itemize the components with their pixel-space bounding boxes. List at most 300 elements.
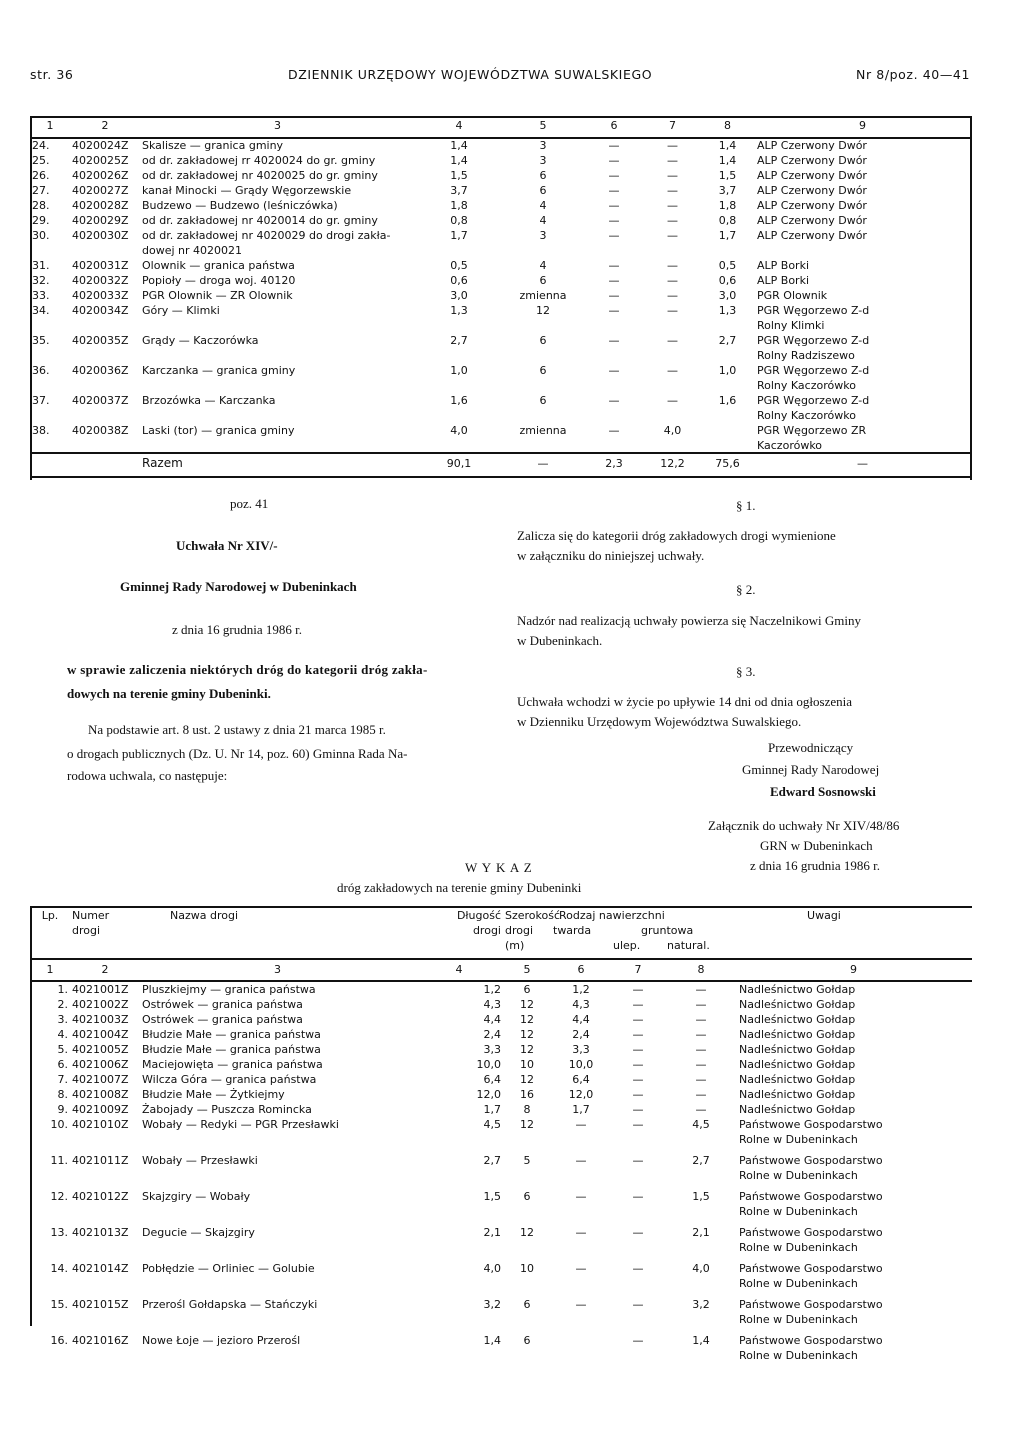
road-name-continuation <box>140 348 415 363</box>
surface-twarda: 3,3 <box>572 1043 590 1056</box>
column-number: 2 <box>101 119 109 132</box>
table1-total-row <box>30 456 970 471</box>
road-number: 4021010Z <box>72 1118 129 1131</box>
table-row <box>30 423 970 438</box>
table-row <box>30 228 970 243</box>
road-width: 6 <box>539 364 547 377</box>
table-row <box>30 138 970 153</box>
surface-natural: 4,0 <box>692 1262 710 1275</box>
column-number: 8 <box>697 963 705 976</box>
road-number: 4020027Z <box>72 184 129 197</box>
surface-twarda: — <box>608 394 620 407</box>
table-row <box>30 1102 970 1117</box>
row-lp: 31. <box>32 259 50 272</box>
road-number: 4020038Z <box>72 424 129 437</box>
road-remarks-continuation: Rolny Kaczorówko <box>757 409 856 422</box>
table-row <box>30 1072 970 1087</box>
table1 <box>30 138 970 453</box>
surface-natural: — <box>695 1058 707 1071</box>
surface-twarda: 1,7 <box>572 1103 590 1116</box>
basis-line-2: o drogach publicznych (Dz. U. Nr 14, poz. 60) Gminna Rada Na- <box>67 746 408 761</box>
surface-twarda: — <box>608 214 620 227</box>
table-row-continuation <box>30 348 970 363</box>
road-length: 2,7 <box>450 334 468 347</box>
row-lp: 13. <box>50 1226 68 1239</box>
road-name: Skalisze — granica gminy <box>142 139 284 152</box>
head-nazwa: Nazwa drogi <box>170 909 239 922</box>
surface-twarda: — <box>608 139 620 152</box>
table-row <box>30 213 970 228</box>
column-number: 4 <box>455 119 463 132</box>
total-natural: 75,6 <box>715 457 740 470</box>
annex-line-3: z dnia 16 grudnia 1986 r. <box>750 858 880 873</box>
surface-natural: 1,0 <box>718 364 737 377</box>
surface-natural: 1,7 <box>718 229 737 242</box>
road-width: 12 <box>520 1073 534 1086</box>
total-twarda: 2,3 <box>605 457 623 470</box>
road-name: Degucie — Skajzgiry <box>142 1226 255 1239</box>
road-width: 6 <box>523 1298 531 1311</box>
head-szerokosc: Szerokość <box>505 909 561 922</box>
road-remarks-continuation <box>755 243 970 258</box>
table-row-continuation <box>30 1132 970 1153</box>
road-remarks-continuation: Rolne w Dubeninkach <box>739 1133 858 1146</box>
table1-bottom-rule <box>30 476 972 478</box>
surface-ulep: — <box>632 1043 644 1056</box>
road-remarks: PGR Olownik <box>757 289 828 302</box>
page-number: str. 36 <box>30 67 74 82</box>
road-remarks: Państwowe Gospodarstwo <box>739 1334 883 1347</box>
road-width: 12 <box>520 1013 534 1026</box>
road-name: Skajzgiry — Wobały <box>142 1190 251 1203</box>
road-number: 4020033Z <box>72 289 129 302</box>
head-dlugosc: Długość <box>456 909 501 922</box>
signature-body: Gminnej Rady Narodowej <box>742 762 880 777</box>
table-row <box>30 393 970 408</box>
road-width: 6 <box>539 334 547 347</box>
road-remarks-continuation: Rolny Kaczorówko <box>757 379 856 392</box>
head-numer: Numer <box>72 909 110 922</box>
head-drogi: drogi <box>72 924 101 937</box>
table-row <box>30 303 970 318</box>
head-natural: natural. <box>667 939 710 952</box>
road-length: 6,4 <box>483 1073 501 1086</box>
head-rodzaj: Rodzaj nawierzchni <box>559 909 665 922</box>
surface-ulep: — <box>667 274 678 287</box>
road-remarks: ALP Czerwony Dwór <box>757 169 867 182</box>
head-dlugosc-2: drogi <box>472 924 501 937</box>
surface-ulep: — <box>667 199 678 212</box>
road-remarks: ALP Czerwony Dwór <box>757 229 867 242</box>
surface-twarda: 2,4 <box>572 1028 590 1041</box>
table-row <box>30 1012 970 1027</box>
column-number: 3 <box>274 119 281 132</box>
surface-natural: 3,2 <box>692 1298 710 1311</box>
road-name: Błudzie Małe — granica państwa <box>142 1043 321 1056</box>
resolution-date: z dnia 16 grudnia 1986 r. <box>172 622 302 637</box>
road-name: Wilcza Góra — granica państwa <box>142 1073 317 1086</box>
wykaz-subtitle: dróg zakładowych na terenie gminy Dubeninki <box>337 880 582 895</box>
head-twarda: twarda <box>553 924 592 937</box>
surface-natural: 2,7 <box>692 1154 710 1167</box>
paragraph-2-heading: § 2. <box>736 582 756 597</box>
road-name: kanał Minocki — Grądy Węgorzewskie <box>142 184 352 197</box>
table2 <box>30 982 970 1369</box>
surface-ulep: — <box>632 1013 644 1026</box>
road-length: 1,4 <box>450 154 468 167</box>
road-remarks: PGR Węgorzewo Z-d <box>757 304 870 317</box>
road-name: od dr. zakładowej nr 4020025 do gr. gminy <box>142 169 378 182</box>
road-name: Żabojady — Puszcza Romincka <box>142 1103 312 1116</box>
table-row <box>30 273 970 288</box>
surface-ulep: — <box>667 169 678 182</box>
road-name: Pluszkiejmy — granica państwa <box>142 983 316 996</box>
road-number: 4020024Z <box>72 139 129 152</box>
road-name: Budzewo — Budzewo (leśniczówka) <box>142 199 338 212</box>
table-row <box>30 1042 970 1057</box>
surface-twarda: — <box>608 274 620 287</box>
column-number: 7 <box>634 963 642 976</box>
road-width: 8 <box>523 1103 531 1116</box>
road-number: 4021013Z <box>72 1226 129 1239</box>
table1-right-border <box>970 116 972 480</box>
road-number: 4021012Z <box>72 1190 129 1203</box>
road-number: 4020034Z <box>72 304 129 317</box>
surface-ulep: — <box>632 1298 644 1311</box>
road-remarks: PGR Węgorzewo Z-d <box>757 394 870 407</box>
wykaz-title: W Y K A Z <box>465 860 533 875</box>
road-length: 2,1 <box>483 1226 501 1239</box>
table-row-continuation <box>30 1204 970 1225</box>
road-number: 4021015Z <box>72 1298 129 1311</box>
road-remarks: ALP Czerwony Dwór <box>757 154 867 167</box>
road-width: 3 <box>539 229 547 242</box>
road-number: 4021002Z <box>72 998 129 1011</box>
road-length: 4,4 <box>483 1013 501 1026</box>
surface-twarda: — <box>608 229 620 242</box>
road-width: 6 <box>539 394 547 407</box>
total-uwagi: — <box>857 457 868 470</box>
column-number: 5 <box>539 119 547 132</box>
road-number: 4021001Z <box>72 983 129 996</box>
surface-twarda: — <box>608 334 620 347</box>
road-name: Góry — Klimki <box>142 304 220 317</box>
surface-natural: 4,5 <box>692 1118 710 1131</box>
road-number: 4021011Z <box>72 1154 129 1167</box>
road-name: od dr. zakładowej rr 4020024 do gr. gminy <box>142 154 376 167</box>
road-remarks: Państwowe Gospodarstwo <box>739 1118 883 1131</box>
row-lp: 24. <box>32 139 50 152</box>
road-width: 4 <box>539 214 547 227</box>
table-row <box>30 1057 970 1072</box>
road-number: 4020037Z <box>72 394 129 407</box>
column-number: 8 <box>724 119 731 132</box>
table2-column-numbers <box>30 962 970 977</box>
table-row-continuation <box>30 378 970 393</box>
resolution-title: Uchwała Nr XIV/- <box>176 538 278 553</box>
road-number: 4021014Z <box>72 1262 129 1275</box>
table-row <box>30 1225 970 1240</box>
road-remarks: Nadleśnictwo Gołdap <box>739 1013 856 1026</box>
surface-natural: — <box>695 1103 707 1116</box>
surface-natural: — <box>695 1013 707 1026</box>
surface-twarda: — <box>608 184 620 197</box>
road-number: 4021008Z <box>72 1088 129 1101</box>
surface-natural: 2,7 <box>718 334 737 347</box>
signature-name: Edward Sosnowski <box>770 784 876 799</box>
row-lp: 26. <box>32 169 50 182</box>
surface-ulep: — <box>632 1103 644 1116</box>
row-lp: 35. <box>32 334 50 347</box>
council-name: Gminnej Rady Narodowej w Dubeninkach <box>120 579 357 594</box>
road-remarks-continuation: Rolny Klimki <box>757 319 825 332</box>
surface-natural: — <box>695 1073 707 1086</box>
column-number: 1 <box>46 963 54 976</box>
row-lp: 28. <box>32 199 50 212</box>
road-name: Błudzie Małe — granica państwa <box>142 1028 321 1041</box>
road-number: 4021016Z <box>72 1334 129 1347</box>
road-number: 4020030Z <box>72 229 129 242</box>
surface-ulep: — <box>667 394 678 407</box>
road-name: Grądy — Kaczorówka <box>142 334 259 347</box>
road-remarks-continuation: Rolne w Dubeninkach <box>739 1169 858 1182</box>
surface-twarda: 10,0 <box>568 1058 594 1071</box>
road-number: 4020028Z <box>72 199 129 212</box>
row-lp: 25. <box>32 154 50 167</box>
column-number: 9 <box>859 119 866 132</box>
road-width: 16 <box>520 1088 534 1101</box>
column-number: 9 <box>850 963 857 976</box>
road-remarks: Państwowe Gospodarstwo <box>739 1262 883 1275</box>
road-width: 12 <box>520 1226 534 1239</box>
surface-natural <box>700 423 755 438</box>
road-name: Olownik — granica państwa <box>142 259 295 272</box>
row-lp: 3. <box>57 1013 68 1026</box>
row-lp: 4. <box>57 1028 68 1041</box>
paragraph-1-heading: § 1. <box>736 498 756 513</box>
table-row-continuation <box>30 318 970 333</box>
paragraph-1-line-2: w załączniku do niniejszej uchwały. <box>517 548 705 563</box>
road-width: 6 <box>523 1334 531 1347</box>
road-remarks: Nadleśnictwo Gołdap <box>739 1058 856 1071</box>
column-number: 4 <box>455 963 463 976</box>
table-row <box>30 363 970 378</box>
surface-twarda: — <box>608 289 620 302</box>
annex-line-2: GRN w Dubeninkach <box>760 838 873 853</box>
surface-natural: — <box>695 1088 707 1101</box>
head-lp: Lp. <box>41 909 59 922</box>
surface-ulep: — <box>632 1088 644 1101</box>
surface-ulep: — <box>667 229 678 242</box>
road-remarks: ALP Czerwony Dwór <box>757 139 867 152</box>
surface-ulep: 4,0 <box>663 424 682 437</box>
surface-ulep: — <box>667 184 678 197</box>
road-width: 12 <box>520 1118 534 1131</box>
table-row <box>30 183 970 198</box>
road-remarks: PGR Węgorzewo Z-d <box>757 364 870 377</box>
road-length: 1,3 <box>450 304 468 317</box>
road-length: 3,7 <box>450 184 468 197</box>
road-width: 6 <box>539 274 547 287</box>
road-width: 3 <box>539 154 547 167</box>
road-length: 12,0 <box>476 1088 501 1101</box>
surface-twarda: — <box>575 1118 587 1131</box>
road-length: 1,6 <box>450 394 468 407</box>
table-row-continuation <box>30 1276 970 1297</box>
road-length: 1,8 <box>450 199 468 212</box>
basis-line-1: Na podstawie art. 8 ust. 2 ustawy z dnia 21 marca 1985 r. <box>88 722 386 737</box>
road-length: 1,2 <box>483 983 501 996</box>
table-row <box>30 1333 970 1348</box>
road-name-continuation <box>140 378 415 393</box>
road-number: 4021007Z <box>72 1073 129 1086</box>
road-name: Karczanka — granica gminy <box>142 364 296 377</box>
surface-twarda: — <box>575 1154 587 1167</box>
surface-twarda: — <box>608 169 620 182</box>
table-row <box>30 333 970 348</box>
surface-natural: 1,3 <box>718 304 737 317</box>
road-name: od dr. zakładowej nr 4020014 do gr. gminy <box>142 214 378 227</box>
road-width: 10 <box>520 1262 534 1275</box>
total-label: Razem <box>142 456 183 470</box>
surface-twarda: — <box>608 259 620 272</box>
road-number: 4021005Z <box>72 1043 129 1056</box>
surface-twarda: 4,3 <box>572 998 590 1011</box>
table-row-continuation <box>30 1240 970 1261</box>
row-lp: 30. <box>32 229 50 242</box>
surface-natural: 1,6 <box>718 394 737 407</box>
poz-label: poz. 41 <box>230 496 269 511</box>
road-remarks: ALP Borki <box>757 274 810 287</box>
road-remarks: Nadleśnictwo Gołdap <box>739 1088 856 1101</box>
head-ulep: ulep. <box>613 939 641 952</box>
road-number: 4021006Z <box>72 1058 129 1071</box>
surface-ulep: — <box>667 154 678 167</box>
subject-line-2: dowych na terenie gminy Dubeninki. <box>67 686 271 701</box>
road-length: 1,7 <box>450 229 468 242</box>
table-row-continuation <box>30 438 970 453</box>
table-row <box>30 1189 970 1204</box>
road-width: 12 <box>520 998 534 1011</box>
table-row-continuation <box>30 1348 970 1369</box>
row-lp: 15. <box>50 1298 68 1311</box>
road-number: 4021003Z <box>72 1013 129 1026</box>
row-lp: 1. <box>57 983 68 996</box>
surface-ulep: — <box>667 364 678 377</box>
surface-twarda: — <box>608 304 620 317</box>
road-width: 4 <box>539 199 547 212</box>
road-name: Popioły — droga woj. 40120 <box>142 274 296 287</box>
surface-natural: 1,4 <box>718 139 737 152</box>
table-row-continuation <box>30 243 970 258</box>
row-lp: 10. <box>50 1118 68 1131</box>
surface-natural: 0,6 <box>718 274 737 287</box>
road-length: 3,3 <box>483 1043 501 1056</box>
surface-twarda: — <box>575 1190 587 1203</box>
surface-natural: 1,8 <box>718 199 737 212</box>
surface-natural: 2,1 <box>692 1226 710 1239</box>
surface-ulep: — <box>667 259 678 272</box>
road-length: 0,6 <box>450 274 468 287</box>
surface-ulep: — <box>632 998 644 1011</box>
surface-twarda: — <box>575 1226 587 1239</box>
surface-twarda: — <box>608 154 620 167</box>
road-number: 4021009Z <box>72 1103 129 1116</box>
surface-natural: — <box>695 998 707 1011</box>
column-number: 7 <box>669 119 676 132</box>
column-number: 6 <box>577 963 585 976</box>
road-length: 2,4 <box>483 1028 501 1041</box>
table-row <box>30 1087 970 1102</box>
road-remarks: Nadleśnictwo Gołdap <box>739 1073 856 1086</box>
table-row <box>30 168 970 183</box>
column-number: 1 <box>46 119 54 132</box>
surface-ulep: — <box>632 1334 644 1347</box>
surface-natural: — <box>695 983 707 996</box>
subject-line-1: w sprawie zaliczenia niektórych dróg do kategorii dróg zakła- <box>67 662 428 677</box>
issue-number: Nr 8/poz. 40—41 <box>856 67 971 82</box>
surface-ulep: — <box>632 1226 644 1239</box>
surface-twarda: — <box>608 199 620 212</box>
surface-ulep: — <box>667 304 678 317</box>
table-row-continuation <box>30 408 970 423</box>
road-name: Nowe Łoje — jezioro Przerośl <box>142 1334 301 1347</box>
surface-ulep: — <box>667 334 678 347</box>
surface-natural: 0,5 <box>718 259 737 272</box>
column-number: 6 <box>610 119 618 132</box>
road-length: 4,3 <box>483 998 501 1011</box>
journal-title: DZIENNIK URZĘDOWY WOJEWÓDZTWA SUWALSKIEGO <box>288 67 653 82</box>
road-remarks: Nadleśnictwo Gołdap <box>739 983 856 996</box>
road-name: od dr. zakładowej nr 4020029 do drogi zakła- <box>142 229 391 242</box>
road-length: 1,5 <box>450 169 468 182</box>
head-gruntowa: gruntowa <box>641 924 694 937</box>
road-length: 4,5 <box>483 1118 501 1131</box>
column-number: 3 <box>274 963 281 976</box>
row-lp: 16. <box>50 1334 68 1347</box>
surface-natural: 1,4 <box>718 154 737 167</box>
surface-twarda: 4,4 <box>572 1013 590 1026</box>
row-lp: 37. <box>32 394 50 407</box>
signature-role: Przewodniczący <box>768 740 854 755</box>
road-remarks: Nadleśnictwo Gołdap <box>739 1028 856 1041</box>
row-lp: 8. <box>57 1088 68 1101</box>
surface-ulep: — <box>632 1073 644 1086</box>
row-lp: 2. <box>57 998 68 1011</box>
road-width: 3 <box>539 139 547 152</box>
road-number: 4020031Z <box>72 259 129 272</box>
road-remarks-continuation: Rolny Radziszewo <box>757 349 855 362</box>
road-remarks: Nadleśnictwo Gołdap <box>739 1043 856 1056</box>
road-width: 10 <box>520 1058 534 1071</box>
road-name-continuation <box>140 438 415 453</box>
surface-ulep: — <box>667 289 678 302</box>
row-lp: 34. <box>32 304 50 317</box>
surface-twarda: — <box>608 424 620 437</box>
table2-head-rule <box>30 958 972 960</box>
paragraph-1-line-1: Zalicza się do kategorii dróg zakładowych drogi wymienione <box>517 528 836 543</box>
surface-natural: 3,0 <box>718 289 737 302</box>
road-number: 4021004Z <box>72 1028 129 1041</box>
road-length: 2,7 <box>483 1154 501 1167</box>
road-name: Brzozówka — Karczanka <box>142 394 276 407</box>
surface-natural: 1,5 <box>692 1190 710 1203</box>
row-lp: 5. <box>57 1043 68 1056</box>
table-row <box>30 982 970 997</box>
row-lp: 12. <box>50 1190 68 1203</box>
table1-column-numbers <box>30 118 970 133</box>
road-remarks: ALP Czerwony Dwór <box>757 214 867 227</box>
